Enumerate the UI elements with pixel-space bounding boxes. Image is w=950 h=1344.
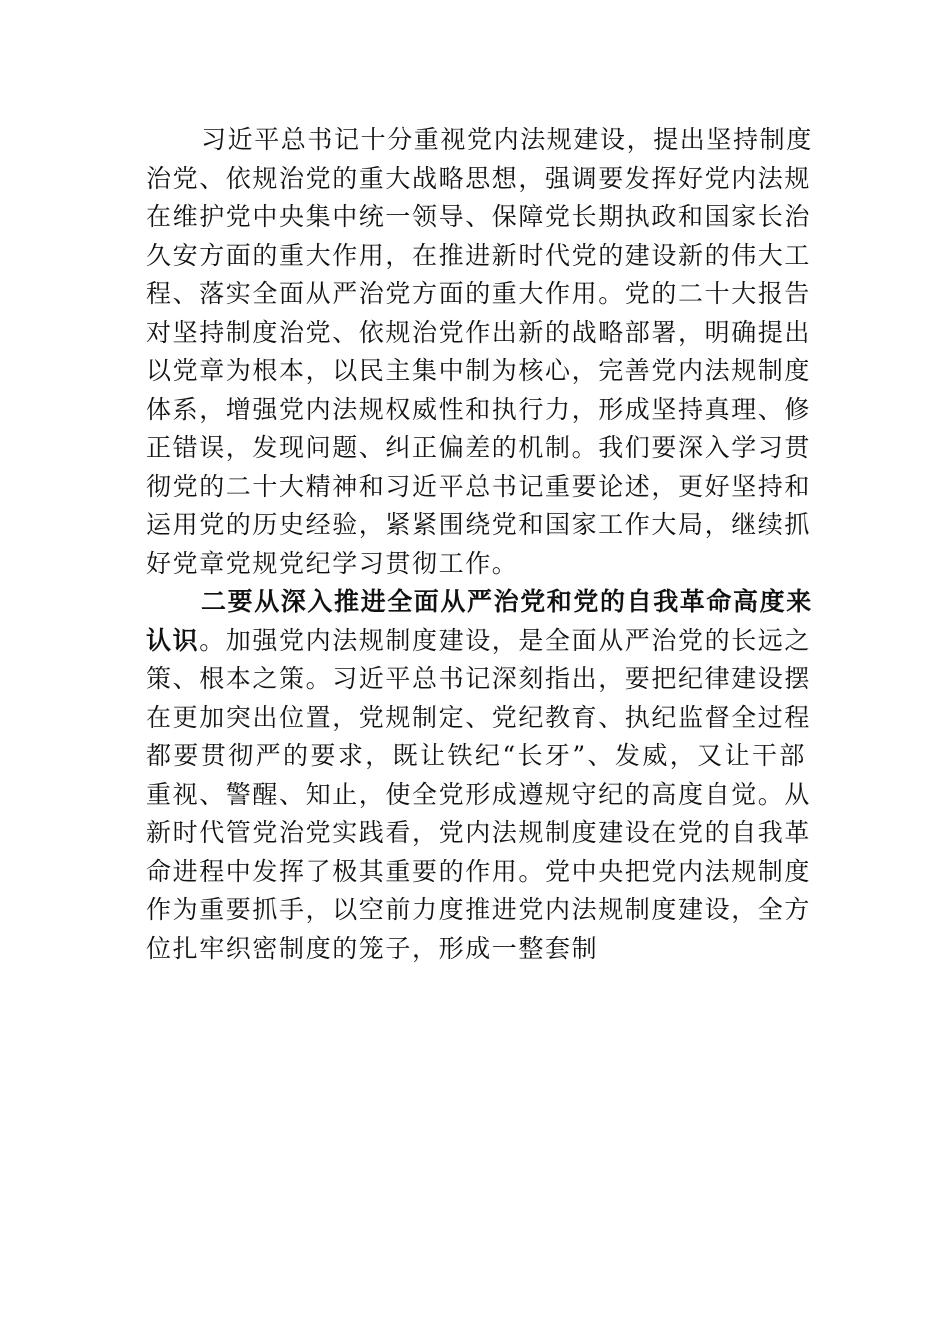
text-line: 作为重要抓手，以空前力度推进党内法规制度建设，全方 (146, 895, 812, 924)
text-span: 。加强党内法规制度建设，是全面从严治党的长远之 (199, 625, 812, 655)
body-text (146, 121, 813, 968)
text-line: 都要贯彻严的要求，既让铁纪“长牙”、发威，又让干部 (146, 741, 806, 770)
text-line: 久安方面的重大作用，在推进新时代党的建设新的伟大工 (146, 240, 812, 270)
text-line: 习近平总书记十分重视党内法规建设，提出坚持制度 (201, 125, 813, 154)
text-line: 彻党的二十大精神和习近平总书记重要论述，更好坚持和 (146, 471, 812, 501)
paragraph-1 (146, 121, 813, 583)
text-line: 程、落实全面从严治党方面的重大作用。党的二十大报告 (146, 279, 812, 308)
text-line: 新时代管党治党实践看，党内法规制度建设在党的自我革 (146, 818, 812, 847)
text-line (146, 622, 812, 661)
paragraph-heading: 二要从深入推进全面从严治党和党的自我革命高度来 (201, 587, 813, 616)
text-line: 正错误，发现问题、纠正偏差的机制。我们要深入学习贯 (146, 433, 812, 462)
text-line: 命进程中发挥了极其重要的作用。党中央把党内法规制度 (146, 856, 812, 886)
text-line: 体系，增强党内法规权威性和执行力，形成坚持真理、修 (146, 394, 812, 424)
paragraph-heading-end: 认识 (146, 625, 200, 655)
text-line: 策、根本之策。习近平总书记深刻指出，要把纪律建设摆 (146, 664, 812, 693)
text-line: 运用党的历史经验，紧紧围绕党和国家工作大局，继续抓 (146, 510, 812, 539)
text-line: 以党章为根本，以民主集中制为核心，完善党内法规制度 (146, 356, 812, 385)
text-line: 治党、依规治党的重大战略思想，强调要发挥好党内法规 (146, 163, 812, 193)
text-line: 对坚持制度治党、依规治党作出新的战略部署，明确提出 (146, 317, 812, 347)
text-line: 位扎牢织密制度的笼子，形成一整套制 (146, 933, 599, 963)
text-line: 在维护党中央集中统一领导、保障党长期执政和国家长治 (146, 202, 812, 231)
text-line: 好党章党规党纪学习贯彻工作。 (146, 548, 519, 578)
text-line: 在更加突出位置，党规制定、党纪教育、执纪监督全过程 (146, 702, 812, 732)
paragraph-2 (146, 583, 813, 968)
text-line: 重视、警醒、知止，使全党形成遵规守纪的高度自觉。从 (146, 779, 812, 809)
